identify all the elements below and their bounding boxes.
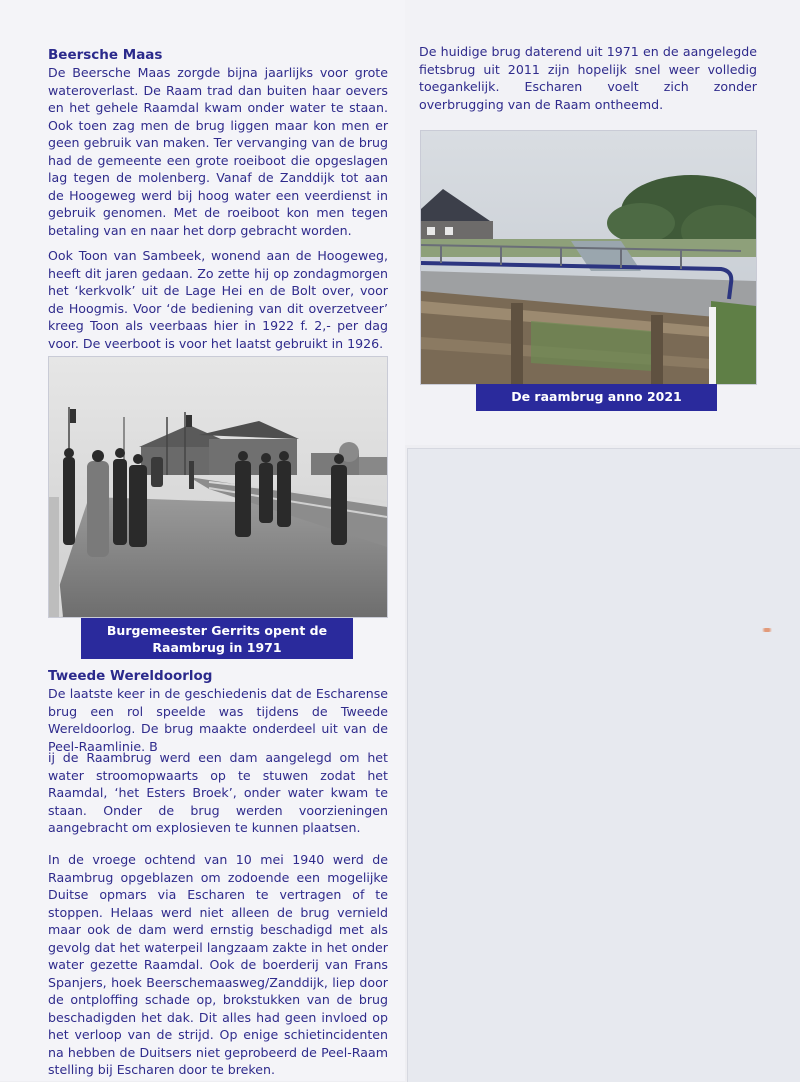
section-heading-tweede-wereldoorlog: Tweede Wereldoorlog [48,668,213,684]
caption-opening-1971: Burgemeester Gerrits opent de Raambrug in 1971 [81,618,353,659]
photo-opening-raambrug-1971 [48,356,388,618]
paragraph-wereldoorlog-2: In de vroege ochtend van 10 mei 1940 werd de Raambrug opgeblazen om zodoende een mogelijke Duitse opmars via Escharen te vertragen of te stoppen. Helaas werd niet alleen de brug vernield maar ook de dam werd ernstig beschadigd met als gevolg dat het waterpeil langzaam zakte in het onder water gezette Raamdal. Ook de boerderij van Frans Spanjers, hoek Beerschemaasweg/Zanddijk, liep door de ontploffing schade op, brokstukken van de brug beschadigden het dak. Dit alles had geen invloed op het verloop van de strijd. Op enige schietincidenten na hebben de Duitsers niet geprobeerd de Peel-Raam stelling bij Escharen door te breken. [48,852,388,1077]
photo-raambrug-2021 [420,130,757,385]
section-heading-beersche-maas: Beersche Maas [48,47,163,63]
paper-speck [760,628,774,632]
paragraph-beersche-maas-1: De Beersche Maas zorgde bijna jaarlijks voor grote wateroverlast. De Raam trad dan buiten haar oevers en het gehele Raamdal kwam onder water te staan. Ook toen zag men de brug liggen maar kon men er geen gebruik van maken. Ter vervanging van de brug had de gemeente een grote roeiboot die opgeslagen lag tegen de molenberg. Vanaf de Zanddijk tot aan de Hoogeweg werd bij hoog water een veerdienst in gebruik genomen. Met de roeiboot kon men tegen betaling van en naar het dorp gebracht worden. [48,65,388,238]
caption-raambrug-2021: De raambrug anno 2021 [476,384,717,411]
paragraph-huidige-brug: De huidige brug daterend uit 1971 en de aangelegde fietsbrug uit 2011 zijn hopelijk snel weer volledig toegankelijk. Escharen voelt zich zonder overbrugging van de Raam ontheemd. [419,44,757,112]
blank-overlay-page [407,448,800,1082]
paragraph-beersche-maas-2: Ook Toon van Sambeek, wonend aan de Hoogeweg, heeft dit jaren gedaan. Zo zette hij op zondagmorgen het ‘kerkvolk’ uit de Lage Hei en de Bolt over, voor de Hoogmis. Voor ‘de bediening van dit overzetveer’ kreeg Toon als veerbaas hier in 1922 f. 2,- per dag voor. De veerboot is voor het laatst gebruikt in 1926. [48,248,388,351]
paragraph-wereldoorlog-1: De laatste keer in de geschiedenis dat de Escharense brug een rol speelde was tijdens de Tweede Wereldoorlog. De brug maakte onderdeel uit van de Peel-Raamlinie. B [48,686,388,754]
paragraph-wereldoorlog-1b: ij de Raambrug werd een dam aangelegd om het water stroomopwaarts op te stuwen zodat het Raamdal, ‘het Esters Broek’, onder water kwam te staan. Onder de brug werden voorzieningen aangebracht om explosieven te kunnen plaatsen. [48,750,388,835]
